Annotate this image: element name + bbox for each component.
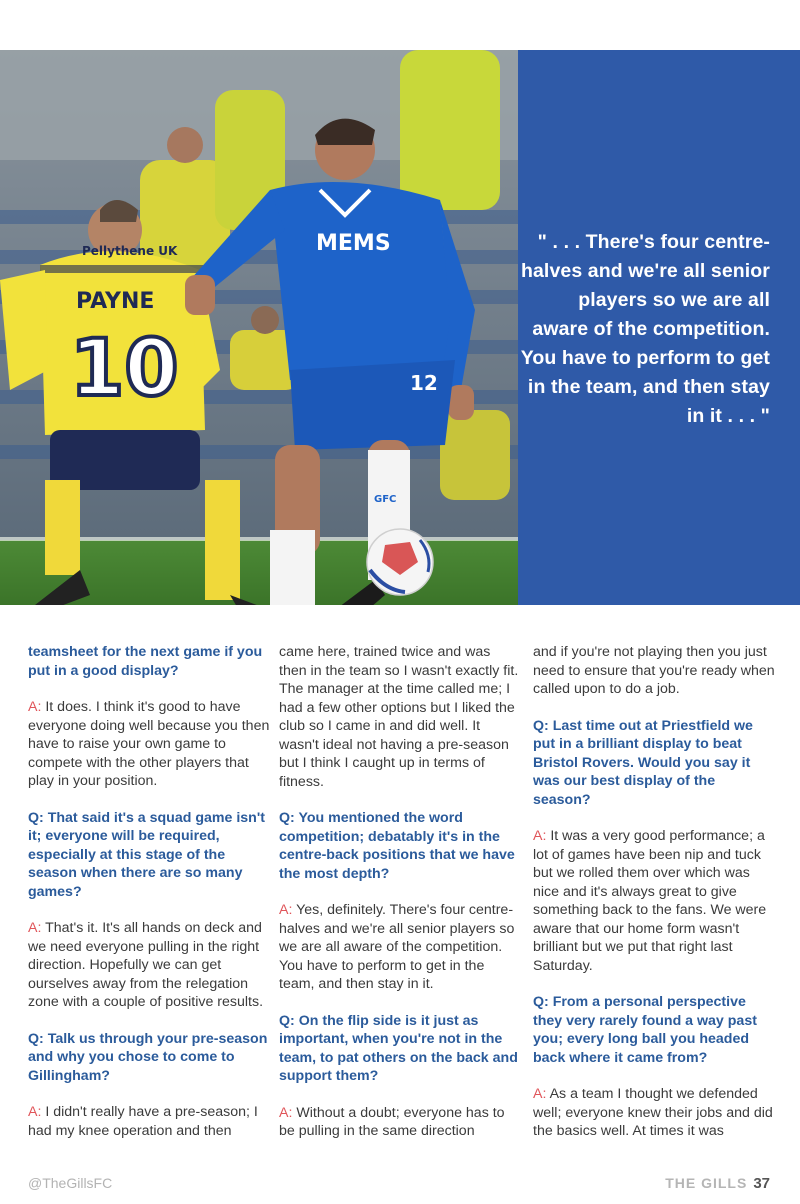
question: Q: Talk us through your pre-season and why you chose to come to Gillingham? <box>28 1030 268 1084</box>
match-photo-illustration <box>0 50 518 605</box>
answer <box>533 1085 775 1141</box>
football <box>367 529 433 595</box>
answer <box>28 698 270 791</box>
answer-lead: A: <box>533 828 547 844</box>
answer-lead: A: <box>28 1104 42 1120</box>
answer-text: came here, trained twice and was then in the team so I wasn't exactly fit. The manager at the time called me; I had a few other options but I liked the club so I came in and did well. It wasn't ideal not having a pre-season but I think I caught up in terms of fitness. <box>279 644 519 790</box>
question: Q: You mentioned the word competition; debatably it's in the centre-back positions that we have the most depth? <box>279 810 515 882</box>
pull-quote-panel <box>518 50 800 605</box>
pull-quote: " . . . There's four centre-halves and we're all senior players so we are all aware of the competition. You have to perform to get in the team, and then stay in it . . . " <box>520 231 770 427</box>
answer-text: and if you're not playing then you just need to ensure that you're ready when called upon to do a job. <box>533 644 775 697</box>
answer-text: Yes, definitely. There's four centre-halves and we're all senior players so we are all aware of the competition. You have to perform to get in the team, and then stay in it. <box>279 902 515 992</box>
match-photo <box>0 50 518 605</box>
answer-lead: A: <box>28 699 42 715</box>
page-number: 37 <box>753 1175 770 1192</box>
interview-columns <box>28 643 776 1153</box>
answer-text: It does. I think it's good to have everyone doing well because you then have to raise your own game to compete with the other players that play in your position. <box>28 699 270 789</box>
answer-lead: A: <box>279 902 293 918</box>
magazine-footer <box>665 1175 770 1192</box>
player-left-name: PAYNE <box>76 289 155 314</box>
answer-lead: A: <box>28 920 42 936</box>
answer <box>279 643 521 791</box>
magazine-name: THE GILLS <box>665 1175 748 1191</box>
player-right-number: 12 <box>410 371 438 395</box>
answer-text: It was a very good performance; a lot of games have been nip and tuck but we rolled them over which was nice and it's always great to give something back to the fans. We were aware that our home form wasn't brilliant but we put that right last Saturday. <box>533 828 767 974</box>
question: Q: From a personal perspective they very rarely found a way past you; every long ball you headed back where it came from? <box>533 994 757 1066</box>
answer-text: That's it. It's all hands on deck and we need everyone pulling in the right direction. Hopefully we can get ourselves away from the relegation zone with a couple of positive results. <box>28 920 264 1010</box>
player-left-number: 10 <box>70 324 179 414</box>
answer <box>28 1103 270 1140</box>
answer <box>28 919 270 1012</box>
hero-section <box>0 50 800 605</box>
twitter-handle: @TheGillsFC <box>28 1175 113 1191</box>
answer-lead: A: <box>279 1104 293 1121</box>
answer-text: I didn't really have a pre-season; I had my knee operation and then <box>28 1104 258 1139</box>
answer <box>533 643 775 699</box>
player-left-sponsor: Pellythene UK <box>82 244 178 258</box>
question: Q: Last time out at Priestfield we put in a brilliant display to beat Bristol Rovers. Would you say it was our best display of the season? <box>533 717 753 808</box>
answer <box>279 1104 521 1141</box>
answer-lead: A: <box>533 1086 547 1102</box>
answer <box>279 901 521 994</box>
page-footer <box>0 1175 800 1199</box>
player-right-sponsor: MEMS <box>316 231 391 256</box>
column-1 <box>28 643 270 1158</box>
answer-text: Without a doubt; everyone has to be pulling in the same direction <box>279 1104 505 1139</box>
sock-text: GFC <box>374 494 397 505</box>
column-2 <box>279 643 521 1159</box>
question: Q: That said it's a squad game isn't it; everyone will be required, especially at this stage of the season when there are so many games? <box>28 809 265 900</box>
question: Q: On the flip side is it just as important, when you're not in the team, to pat others on the back and support them? <box>279 1012 518 1084</box>
answer <box>533 827 775 975</box>
answer-text: As a team I thought we defended well; everyone knew their jobs and did the basics well. At times it was <box>533 1086 773 1139</box>
question: teamsheet for the next game if you put in a good display? <box>28 644 263 679</box>
column-3 <box>533 643 775 1159</box>
